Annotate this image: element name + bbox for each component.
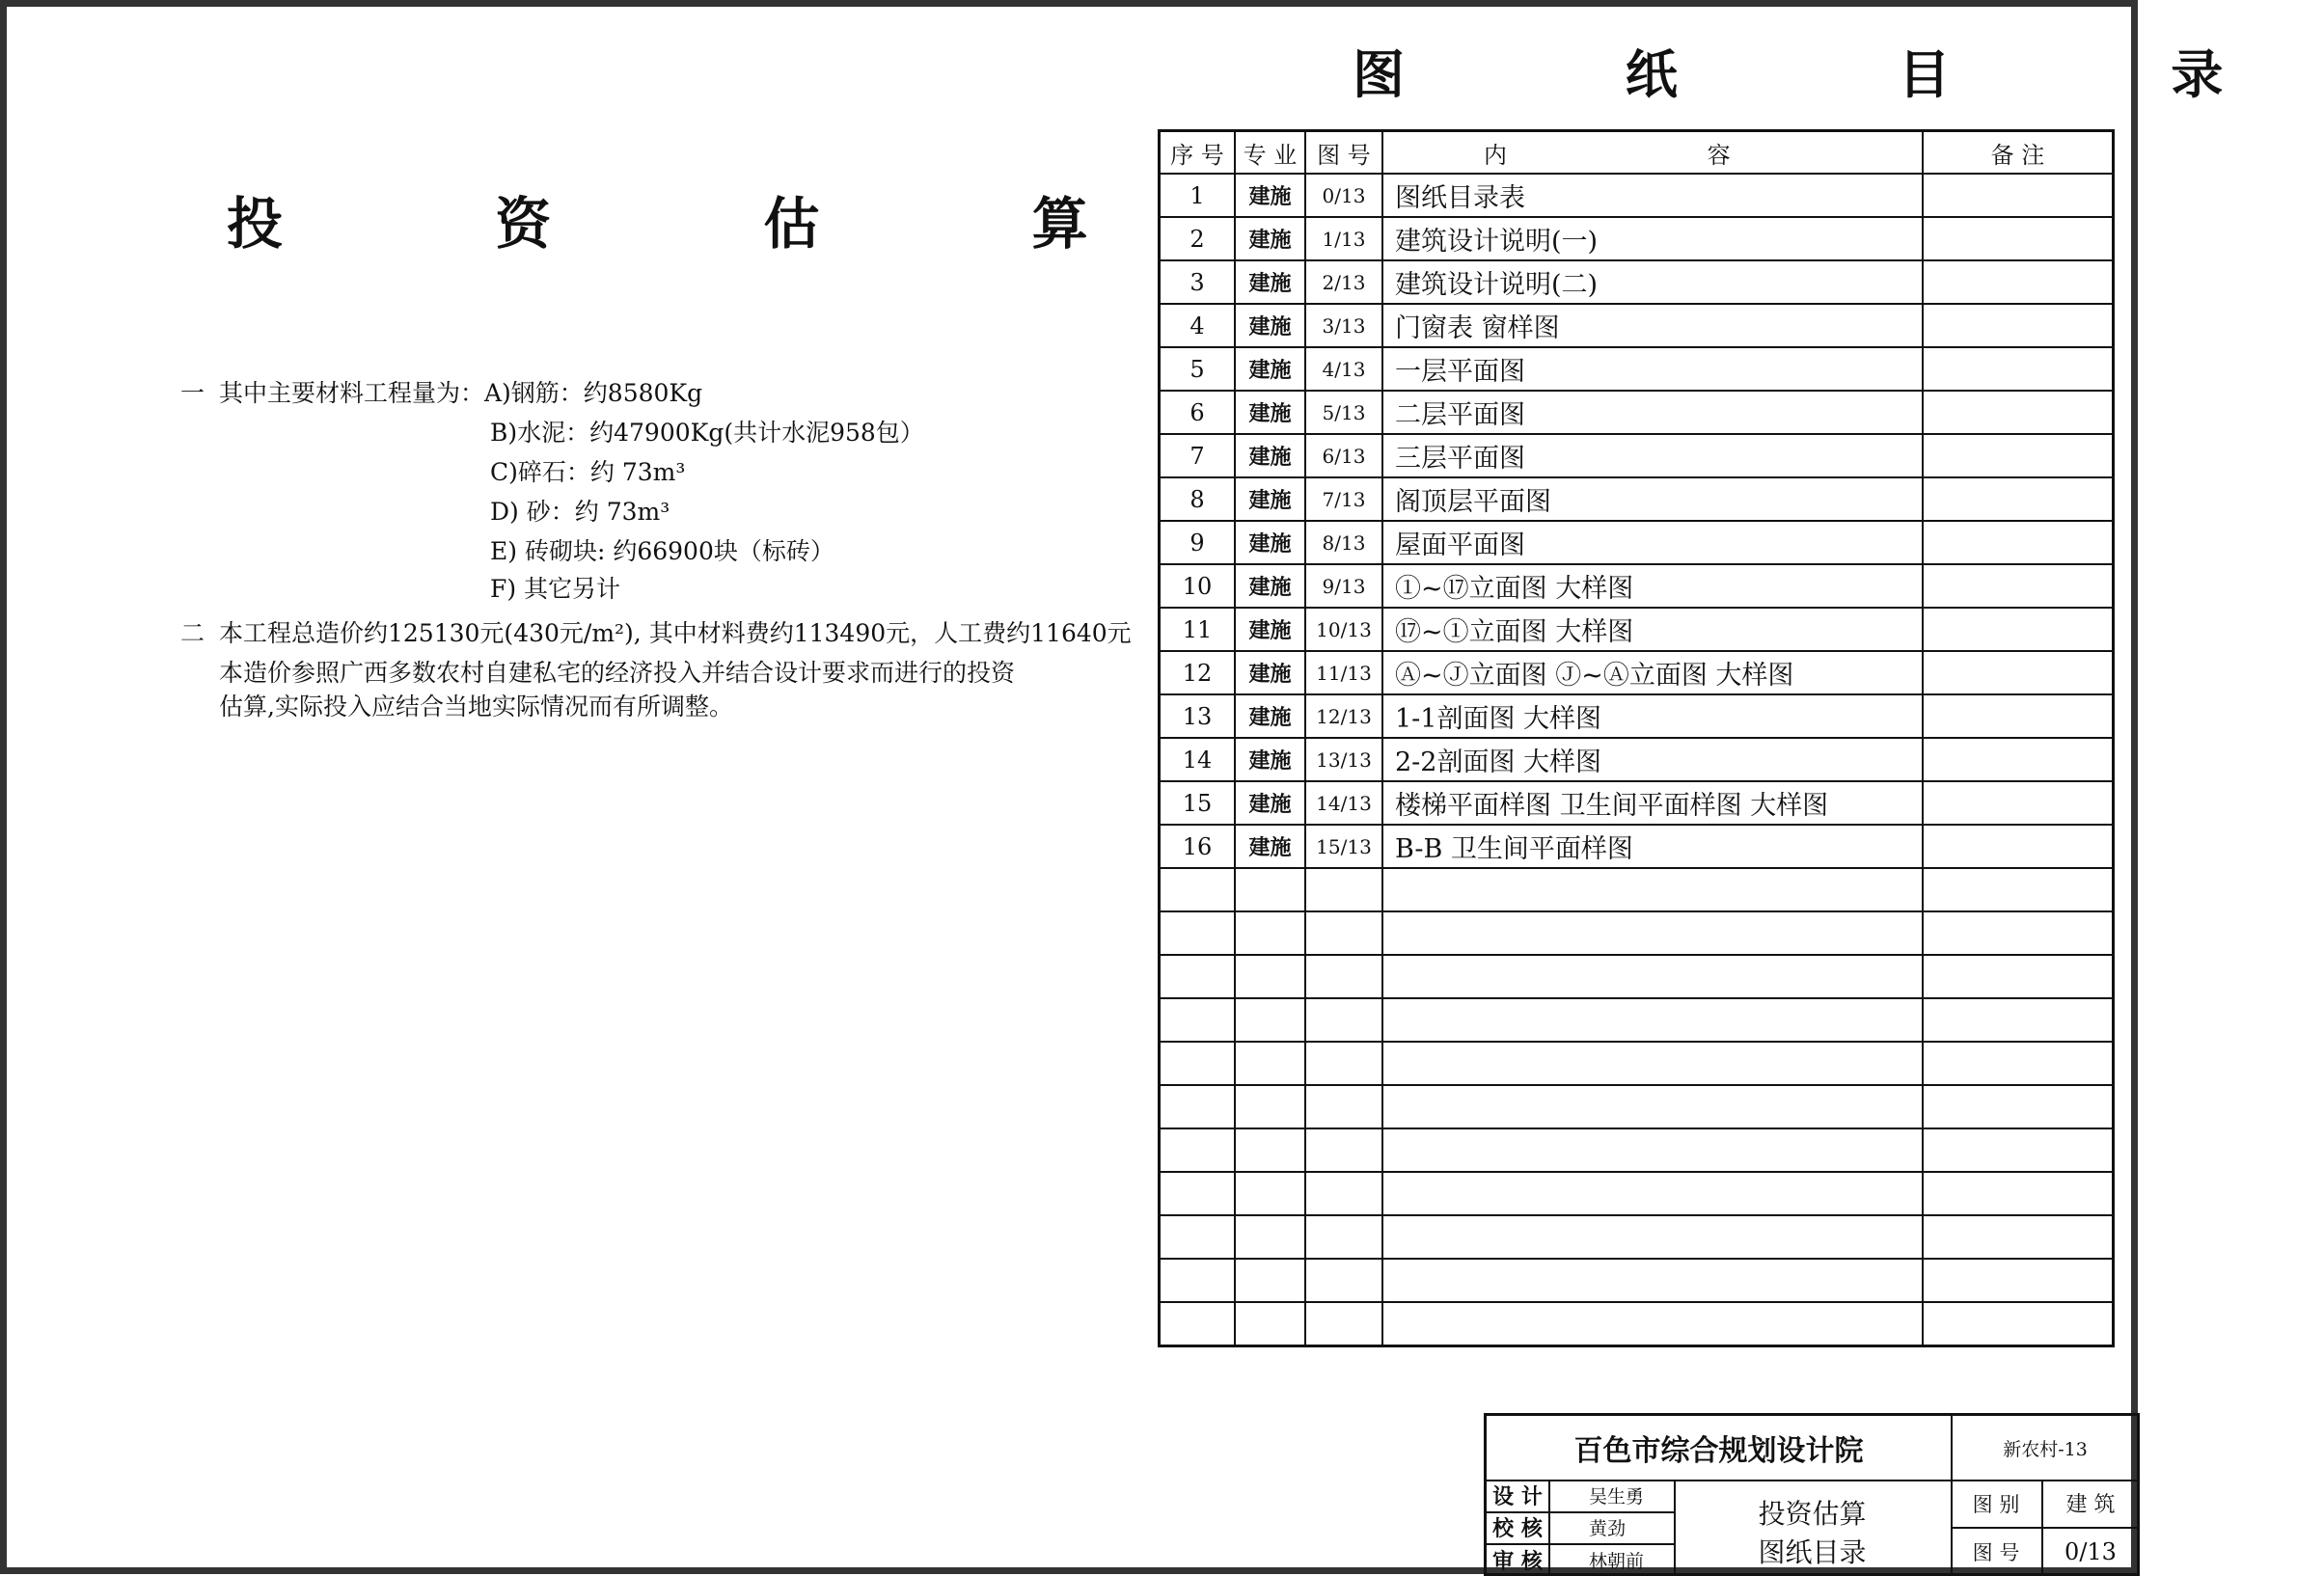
index-row [1160, 564, 2114, 608]
row-no: 7 [1160, 434, 1236, 477]
project-code: 新农村-13 [2003, 1438, 2088, 1460]
empty-cell [1305, 1128, 1382, 1172]
row-drawing-no: 10/13 [1305, 608, 1382, 651]
index-row [1160, 825, 2114, 868]
empty-cell [1382, 1172, 1923, 1215]
empty-cell [1923, 1259, 2114, 1302]
row-drawing-no: 5/13 [1305, 391, 1382, 434]
row-specialty: 建施 [1235, 694, 1305, 738]
row-specialty: 建施 [1235, 304, 1305, 347]
row-remark [1923, 347, 2114, 391]
empty-cell [1382, 998, 1923, 1042]
row-drawing-no: 15/13 [1305, 825, 1382, 868]
row-drawing-no: 4/13 [1305, 347, 1382, 391]
row-content: B-B 卫生间平面样图 [1382, 825, 1923, 868]
empty-cell [1382, 868, 1923, 911]
row-remark [1923, 651, 2114, 694]
index-row [1160, 738, 2114, 781]
review-label: 审 核 [1492, 1549, 1543, 1574]
row-content: 楼梯平面样图 卫生间平面样图 大样图 [1382, 781, 1923, 825]
row-drawing-no: 3/13 [1305, 304, 1382, 347]
empty-cell [1235, 998, 1305, 1042]
row-specialty: 建施 [1235, 434, 1305, 477]
row-content: 三层平面图 [1382, 434, 1923, 477]
row-specialty: 建施 [1235, 608, 1305, 651]
empty-cell [1923, 998, 2114, 1042]
row-drawing-no: 6/13 [1305, 434, 1382, 477]
row-specialty: 建施 [1235, 825, 1305, 868]
row-content: 建筑设计说明(二) [1382, 260, 1923, 304]
row-remark [1923, 608, 2114, 651]
empty-cell [1923, 1128, 2114, 1172]
row-remark [1923, 260, 2114, 304]
row-content: 2-2剖面图 大样图 [1382, 738, 1923, 781]
empty-cell [1382, 1215, 1923, 1259]
item2-line-1: 本工程总造价约125130元(430元/m²), 其中材料费约113490元，人工费约11640元 [219, 619, 1132, 647]
index-row [1160, 781, 2114, 825]
empty-cell [1923, 1302, 2114, 1346]
index-row-empty [1160, 955, 2114, 998]
item1-line-e: E) 砖砌块: 约66900块（标砖） [490, 537, 834, 565]
empty-cell [1235, 868, 1305, 911]
index-row-empty [1160, 1259, 2114, 1302]
empty-cell [1160, 1259, 1236, 1302]
empty-cell [1923, 911, 2114, 955]
institute-name: 百色市综合规划设计院 [1573, 1434, 1864, 1468]
item2-number: 二 [180, 619, 205, 647]
index-row [1160, 217, 2114, 260]
empty-cell [1305, 1172, 1382, 1215]
index-row [1160, 434, 2114, 477]
row-remark [1923, 217, 2114, 260]
number-value: 0/13 [2064, 1537, 2117, 1565]
category-value: 建 筑 [2065, 1493, 2116, 1517]
row-no: 11 [1160, 608, 1236, 651]
row-no: 13 [1160, 694, 1236, 738]
empty-cell [1923, 1042, 2114, 1085]
index-row [1160, 304, 2114, 347]
empty-cell [1382, 1042, 1923, 1085]
row-no: 10 [1160, 564, 1236, 608]
row-drawing-no: 14/13 [1305, 781, 1382, 825]
item2-line-2: 本造价参照广西多数农村自建私宅的经济投入并结合设计要求而进行的投资 [219, 659, 1016, 687]
row-content: Ⓐ~Ⓙ立面图 Ⓙ~Ⓐ立面图 大样图 [1382, 651, 1923, 694]
row-remark [1923, 825, 2114, 868]
index-row [1160, 694, 2114, 738]
row-drawing-no: 8/13 [1305, 521, 1382, 564]
row-no: 2 [1160, 217, 1236, 260]
row-no: 16 [1160, 825, 1236, 868]
empty-cell [1382, 1259, 1923, 1302]
empty-cell [1305, 1259, 1382, 1302]
item1-number: 一 [180, 379, 205, 407]
empty-cell [1235, 1042, 1305, 1085]
empty-cell [1923, 868, 2114, 911]
row-no: 15 [1160, 781, 1236, 825]
header-content [1382, 131, 1923, 175]
empty-cell [1382, 1085, 1923, 1128]
drawing-title-1: 投资估算 [1758, 1498, 1867, 1530]
row-content: 二层平面图 [1382, 391, 1923, 434]
designer-name: 吴生勇 [1589, 1486, 1645, 1508]
row-content: 门窗表 窗样图 [1382, 304, 1923, 347]
row-no: 12 [1160, 651, 1236, 694]
row-no: 5 [1160, 347, 1236, 391]
empty-cell [1305, 911, 1382, 955]
check-label: 校 核 [1492, 1517, 1543, 1541]
estimate-title: 投 资 估 算 [227, 191, 1185, 257]
empty-cell [1305, 1042, 1382, 1085]
drawing-index-table [1158, 129, 2115, 1347]
row-specialty: 建施 [1235, 651, 1305, 694]
row-remark [1923, 521, 2114, 564]
header-content-a: 内 [1484, 141, 1507, 169]
index-row-empty [1160, 1128, 2114, 1172]
empty-cell [1923, 955, 2114, 998]
row-drawing-no: 0/13 [1305, 174, 1382, 217]
row-content: 1-1剖面图 大样图 [1382, 694, 1923, 738]
empty-cell [1235, 955, 1305, 998]
empty-cell [1160, 1172, 1236, 1215]
empty-cell [1305, 1302, 1382, 1346]
checker-name: 黄劲 [1589, 1518, 1627, 1539]
row-remark [1923, 434, 2114, 477]
empty-cell [1160, 911, 1236, 955]
row-specialty: 建施 [1235, 521, 1305, 564]
empty-cell [1160, 868, 1236, 911]
empty-cell [1305, 1215, 1382, 1259]
item1-line-f: F) 其它另计 [490, 575, 621, 603]
row-specialty: 建施 [1235, 174, 1305, 217]
row-specialty: 建施 [1235, 260, 1305, 304]
index-title: 图 纸 目 录 [1353, 43, 2324, 105]
row-no: 9 [1160, 521, 1236, 564]
empty-cell [1235, 1085, 1305, 1128]
row-remark [1923, 304, 2114, 347]
row-specialty: 建施 [1235, 781, 1305, 825]
empty-cell [1305, 998, 1382, 1042]
empty-cell [1160, 998, 1236, 1042]
index-row [1160, 391, 2114, 434]
header-remark: 备 注 [1923, 131, 2114, 175]
index-row-empty [1160, 868, 2114, 911]
empty-cell [1160, 1042, 1236, 1085]
index-row [1160, 347, 2114, 391]
item1-line-d: D) 砂：约 73m³ [490, 498, 670, 526]
drawing-title-2: 图纸目录 [1758, 1536, 1867, 1568]
row-remark [1923, 738, 2114, 781]
empty-cell [1235, 1215, 1305, 1259]
item2-line-3: 估算,实际投入应结合当地实际情况而有所调整。 [219, 693, 733, 720]
row-no: 8 [1160, 477, 1236, 521]
row-no: 1 [1160, 174, 1236, 217]
empty-cell [1235, 1172, 1305, 1215]
row-remark [1923, 391, 2114, 434]
empty-cell [1235, 1302, 1305, 1346]
empty-cell [1160, 1128, 1236, 1172]
empty-cell [1235, 1128, 1305, 1172]
row-content: 一层平面图 [1382, 347, 1923, 391]
index-row-empty [1160, 911, 2114, 955]
index-row [1160, 174, 2114, 217]
header-specialty: 专 业 [1235, 131, 1305, 175]
row-specialty: 建施 [1235, 564, 1305, 608]
empty-cell [1160, 1215, 1236, 1259]
row-remark [1923, 694, 2114, 738]
row-specialty: 建施 [1235, 391, 1305, 434]
index-row-empty [1160, 1085, 2114, 1128]
empty-cell [1923, 1215, 2114, 1259]
empty-cell [1305, 868, 1382, 911]
row-specialty: 建施 [1235, 738, 1305, 781]
index-row-empty [1160, 1215, 2114, 1259]
index-header-row [1160, 131, 2114, 175]
item1-line-a: 其中主要材料工程量为：A)钢筋：约8580Kg [219, 379, 703, 407]
row-no: 3 [1160, 260, 1236, 304]
row-remark [1923, 477, 2114, 521]
header-no: 序 号 [1160, 131, 1236, 175]
empty-cell [1382, 1128, 1923, 1172]
row-content: ⑰~①立面图 大样图 [1382, 608, 1923, 651]
header-drawing-no: 图 号 [1305, 131, 1382, 175]
index-row [1160, 260, 2114, 304]
empty-cell [1160, 1302, 1236, 1346]
index-row [1160, 521, 2114, 564]
empty-cell [1235, 911, 1305, 955]
category-label: 图 别 [1972, 1492, 2020, 1516]
row-remark [1923, 564, 2114, 608]
row-drawing-no: 12/13 [1305, 694, 1382, 738]
reviewer-name: 林朝前 [1589, 1550, 1645, 1572]
item1-line-b: B)水泥：约47900Kg(共计水泥958包） [490, 419, 924, 447]
index-row-empty [1160, 998, 2114, 1042]
row-no: 6 [1160, 391, 1236, 434]
row-remark [1923, 781, 2114, 825]
row-drawing-no: 1/13 [1305, 217, 1382, 260]
index-row-empty [1160, 1302, 2114, 1346]
row-content: 建筑设计说明(一) [1382, 217, 1923, 260]
number-label: 图 号 [1972, 1540, 2020, 1564]
empty-cell [1923, 1172, 2114, 1215]
row-content: ①~⑰立面图 大样图 [1382, 564, 1923, 608]
row-no: 14 [1160, 738, 1236, 781]
row-content: 阁顶层平面图 [1382, 477, 1923, 521]
header-content-b: 容 [1707, 141, 1731, 169]
row-drawing-no: 11/13 [1305, 651, 1382, 694]
row-drawing-no: 9/13 [1305, 564, 1382, 608]
item1-line-c: C)碎石：约 73m³ [490, 458, 686, 486]
row-drawing-no: 7/13 [1305, 477, 1382, 521]
design-label: 设 计 [1492, 1485, 1543, 1509]
empty-cell [1160, 1085, 1236, 1128]
row-specialty: 建施 [1235, 477, 1305, 521]
row-remark [1923, 174, 2114, 217]
empty-cell [1923, 1085, 2114, 1128]
row-content: 图纸目录表 [1382, 174, 1923, 217]
index-row [1160, 608, 2114, 651]
row-specialty: 建施 [1235, 347, 1305, 391]
index-row-empty [1160, 1172, 2114, 1215]
empty-cell [1235, 1259, 1305, 1302]
empty-cell [1382, 911, 1923, 955]
title-block [1484, 1413, 2140, 1576]
row-specialty: 建施 [1235, 217, 1305, 260]
row-no: 4 [1160, 304, 1236, 347]
index-row-empty [1160, 1042, 2114, 1085]
empty-cell [1382, 1302, 1923, 1346]
index-row [1160, 477, 2114, 521]
index-row [1160, 651, 2114, 694]
empty-cell [1382, 955, 1923, 998]
index-body [1160, 174, 2114, 1346]
empty-cell [1160, 955, 1236, 998]
row-drawing-no: 13/13 [1305, 738, 1382, 781]
row-drawing-no: 2/13 [1305, 260, 1382, 304]
empty-cell [1305, 955, 1382, 998]
row-content: 屋面平面图 [1382, 521, 1923, 564]
empty-cell [1305, 1085, 1382, 1128]
